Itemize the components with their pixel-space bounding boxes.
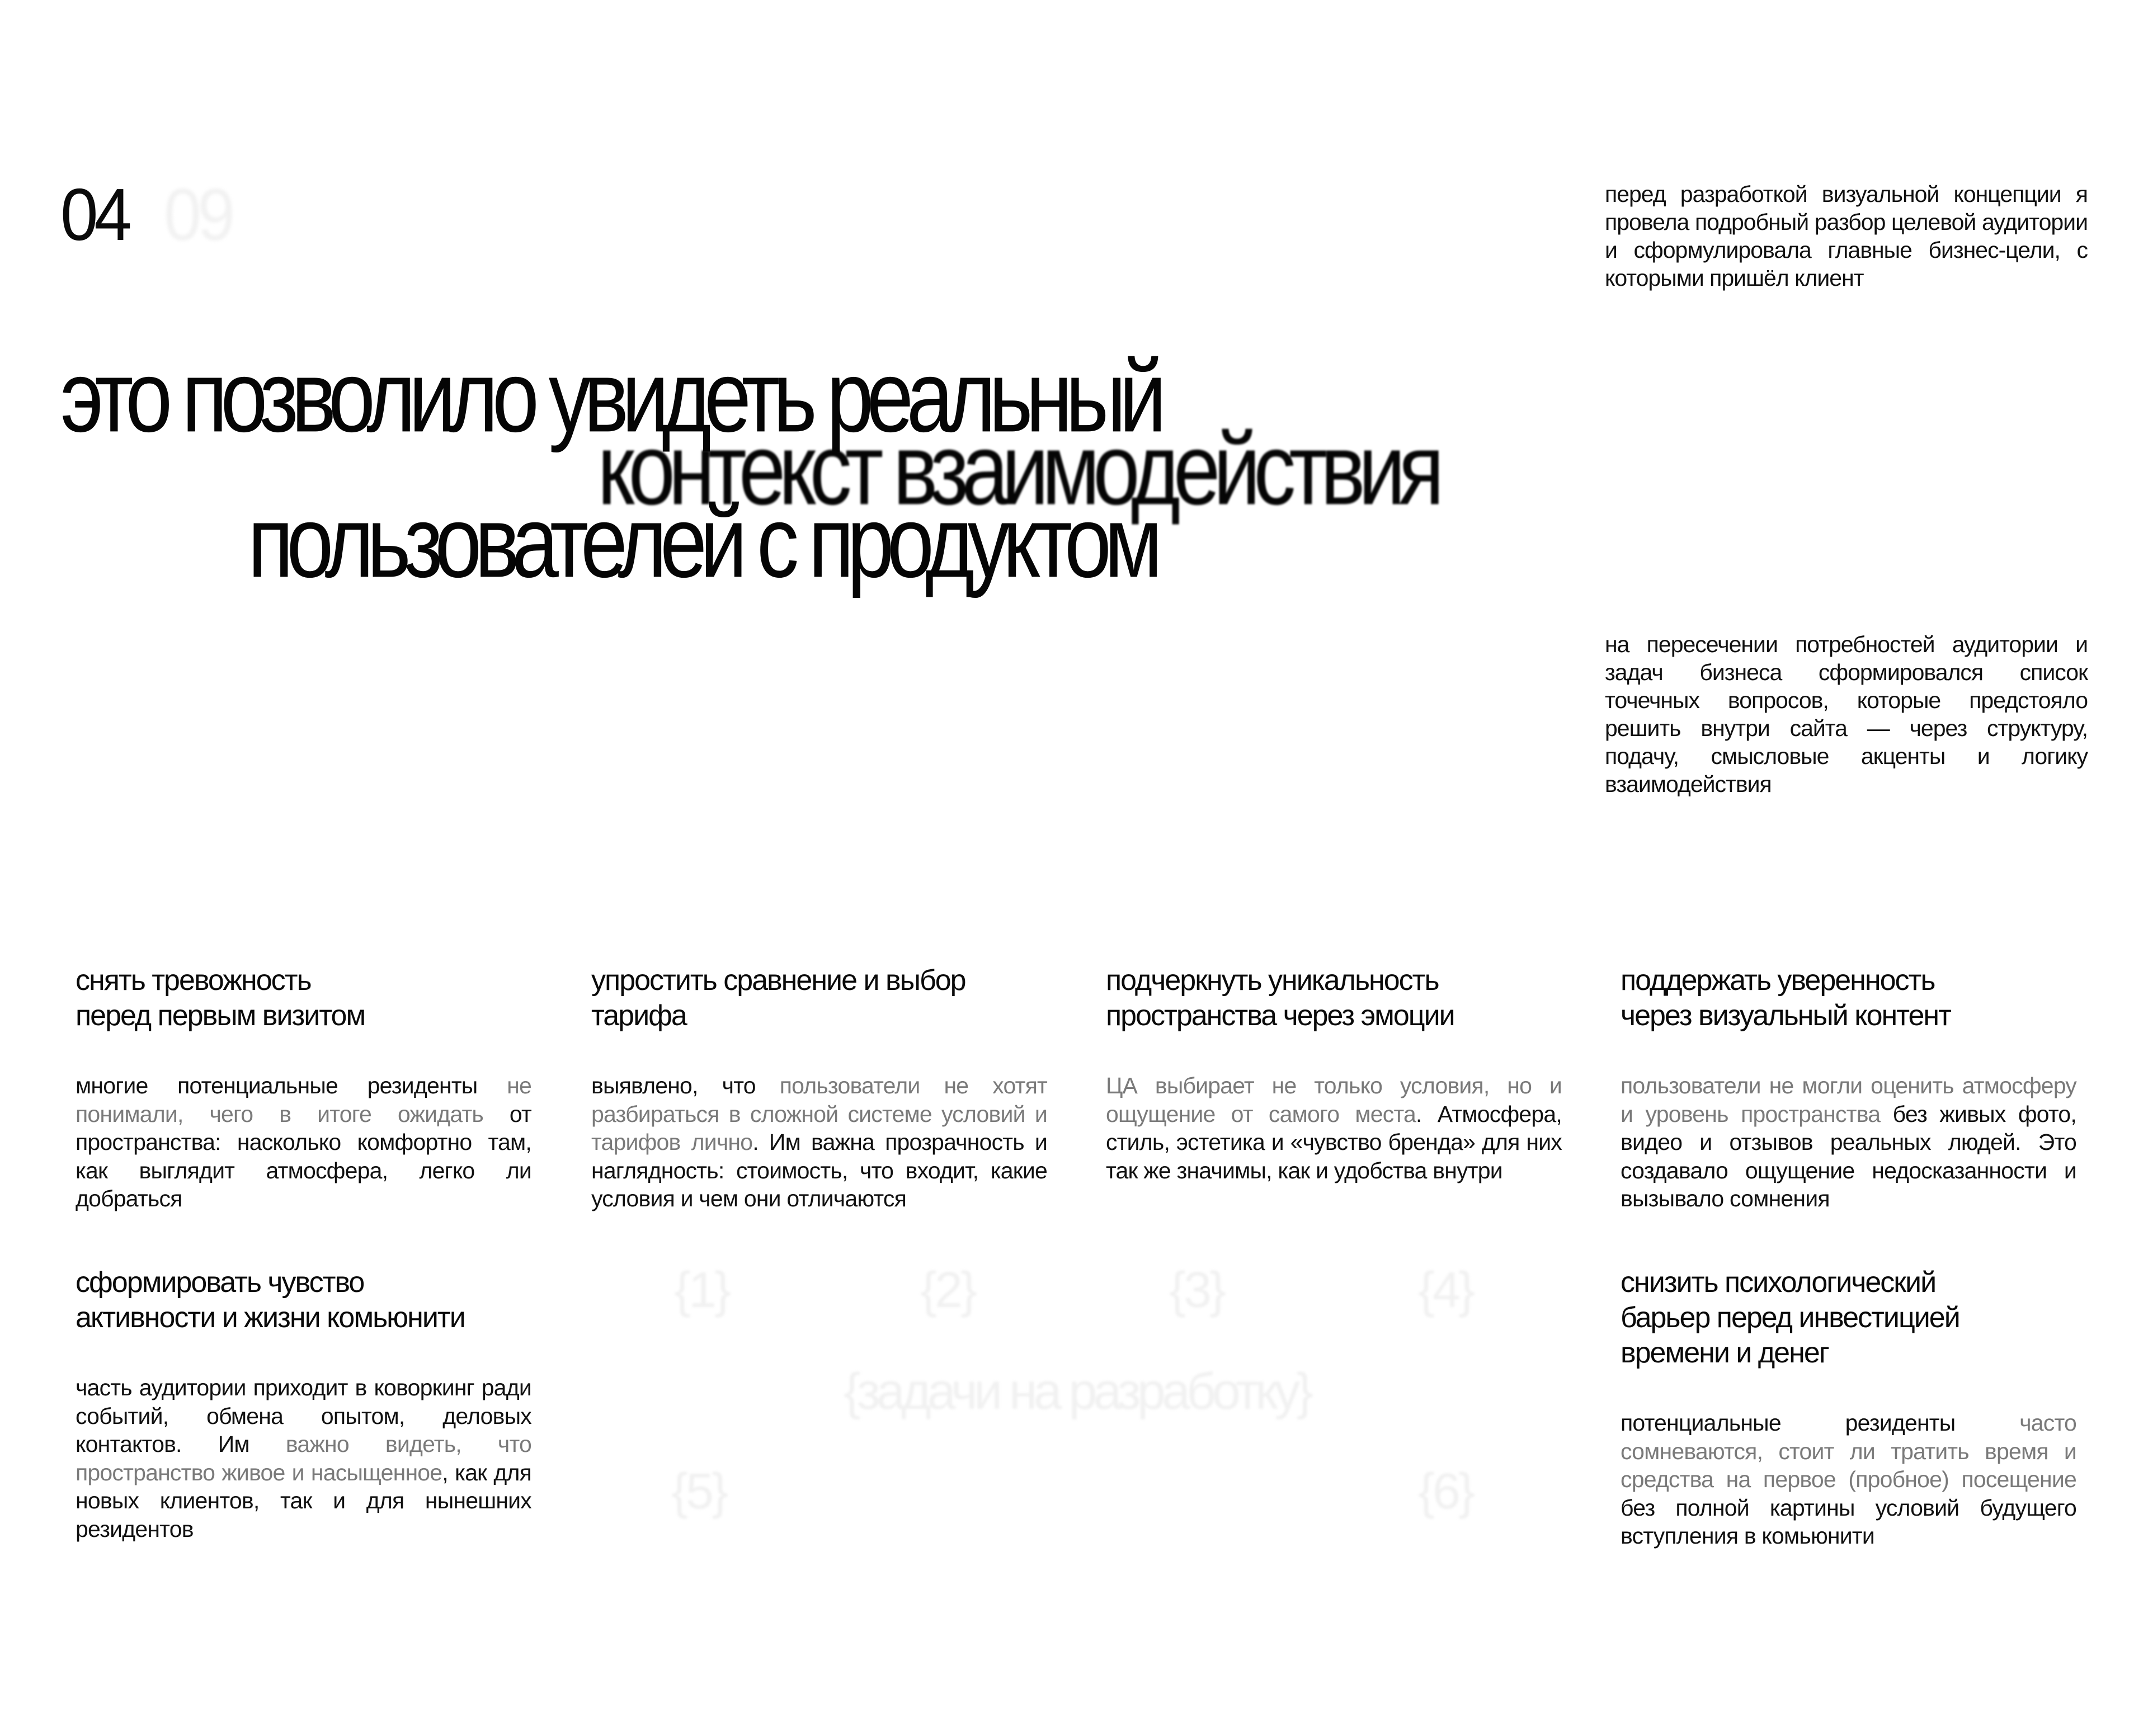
task-card-3 [1106,963,1562,1185]
task-card-title: подчеркнуть уникальность пространства через эмоции [1106,964,1454,1032]
task-card-body: потенциальные резиденты часто сомневаются, стоит ли тратить время и средства на первое (пробное) посещение без полной картины условий будущего вступления в комьюнити [1621,1410,2076,1549]
hero-title-line-1: это позволило увидеть реальный [60,339,1160,454]
hero-title-line-2-blurred: контекст взаимодействия [597,412,1438,526]
watermark-number-6: {6} [1418,1464,1473,1520]
task-card-2 [591,963,1047,1213]
task-card-4 [1621,963,2076,1213]
task-card-1 [76,963,531,1213]
task-card-5 [76,1265,531,1543]
watermark-number-5: {5} [671,1464,727,1520]
task-card-title: снизить психологический барьер перед инвестицией времени и денег [1621,1266,1959,1369]
intro-paragraph-research: перед разработкой визуальной концепции я провела подробный разбор целевой аудитории и сформулировала главные бизнес-цели, с которыми пришёл клиент [1605,181,2088,291]
page-current-number: 04 [60,173,128,256]
task-card-body: многие потенциальные резиденты не понимали, чего в итоге ожидать от пространства: насколько комфортно там, как выглядит атмосфера, легко ли добраться [76,1073,531,1211]
hero-title-line-3: пользователей с продуктом [248,485,1156,599]
watermark-number-4: {4} [1418,1262,1473,1318]
task-card-title: снять тревожность перед первым визитом [76,964,365,1032]
watermark-tasks-label: {задачи на разработку} [844,1363,1310,1420]
task-card-title: сформировать чувство активности и жизни комьюнити [76,1266,465,1334]
task-card-body: ЦА выбирает не только условия, но и ощущение от самого места. Атмосфера, стиль, эстетика и «чувство бренда» для них так же значимы, как и удобства внутри [1106,1073,1562,1183]
watermark-number-3: {3} [1169,1262,1224,1318]
page-counter [60,173,232,256]
task-card-title: упростить сравнение и выбор тарифа [591,964,965,1032]
task-card-body: выявлено, что пользователи не хотят разбираться в сложной системе условий и тарифов лично. Им важна прозрачность и наглядность: стоимость, что входит, какие условия и чем они отличаются [591,1073,1047,1211]
task-card-6 [1621,1265,2076,1550]
watermark-number-1: {1} [674,1262,729,1318]
task-card-title: поддержать уверенность через визуальный контент [1621,964,1951,1032]
intro-paragraph-questions: на пересечении потребностей аудитории и задач бизнеса сформировался список точечных вопросов, которые предстояло решить внутри сайта — через структуру, подачу, смысловые акценты и логику взаимодействия [1605,631,2088,797]
page-total-number: 09 [163,173,232,256]
watermark-number-2: {2} [920,1262,976,1318]
task-card-body: часть аудитории приходит в коворкинг ради событий, обмена опытом, деловых контактов. Им важно видеть, что пространство живое и насыщенное, как для новых клиентов, так и для нынешних резидентов [76,1375,531,1542]
task-card-body: пользователи не могли оценить атмосферу и уровень пространства без живых фото, видео и отзывов реальных людей. Это создавало ощущение недосказанности и вызывало сомнения [1621,1073,2076,1211]
